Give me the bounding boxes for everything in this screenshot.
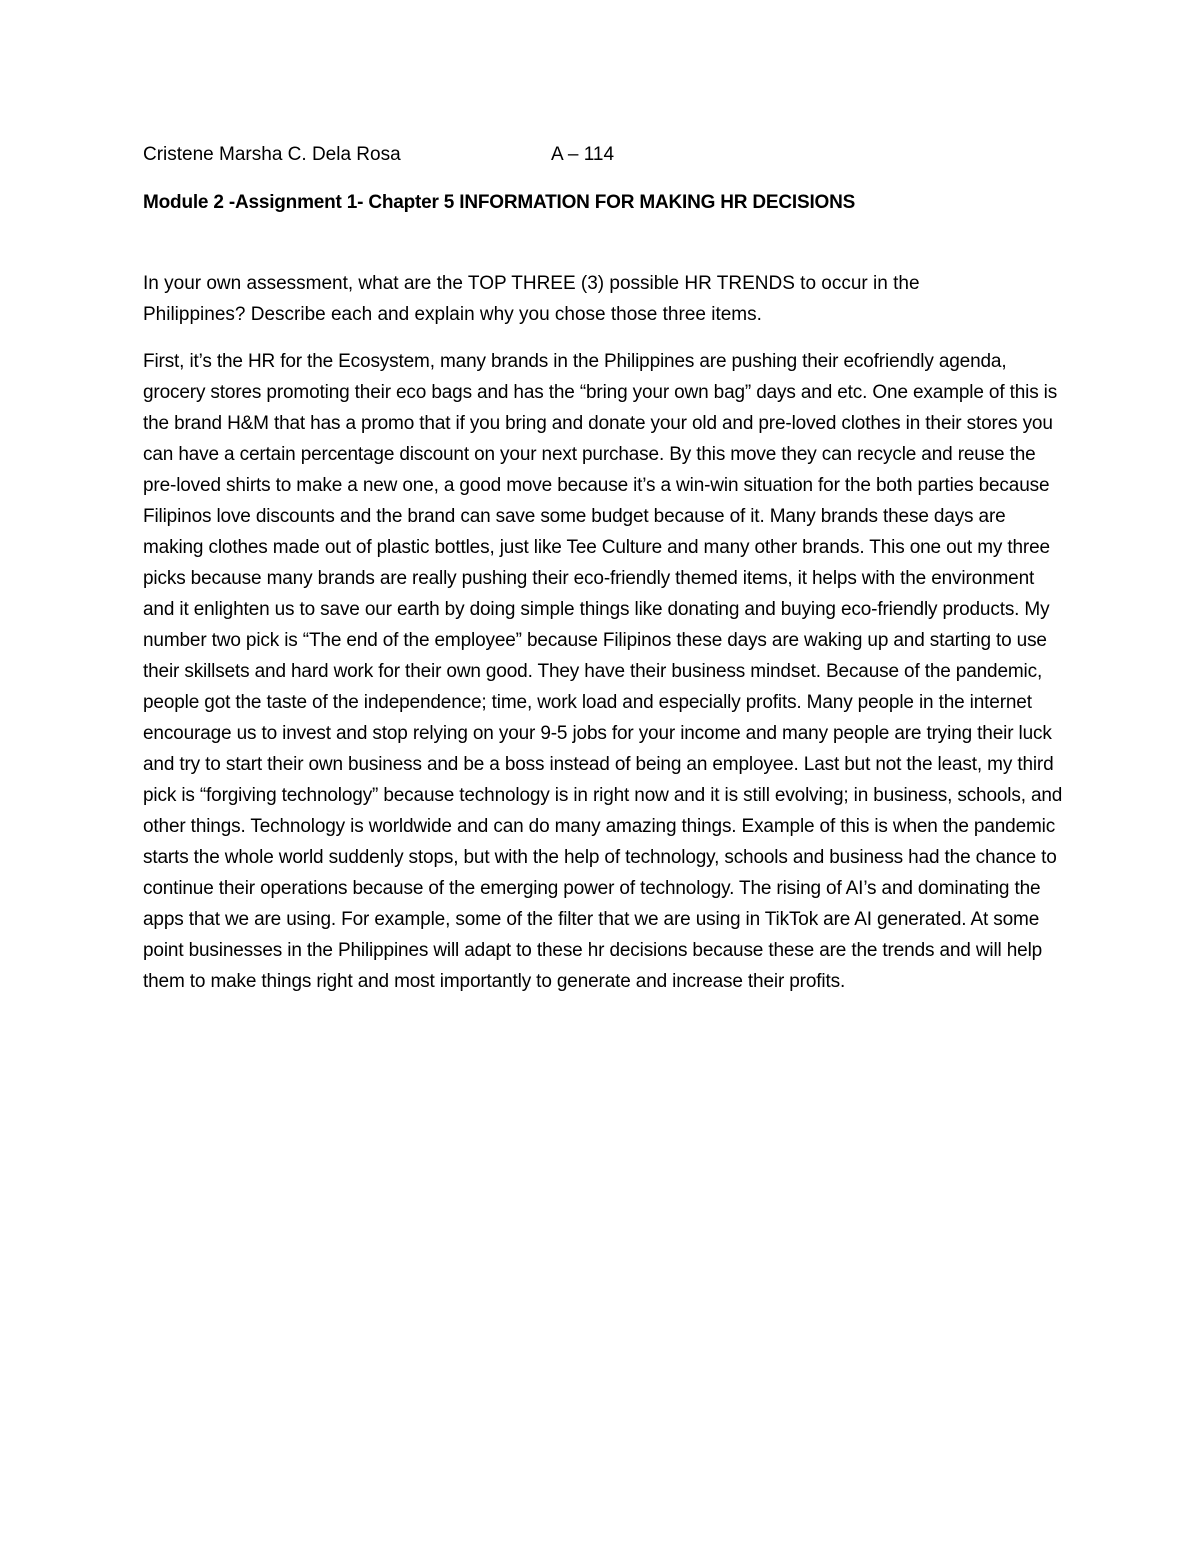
section-code: A – 114 (551, 144, 615, 165)
question-paragraph: In your own assessment, what are the TOP THREE (3) possible HR TRENDS to occur in the Philippines? Describe each and explain why you chose those three items. (143, 273, 920, 325)
answer-paragraph: First, it’s the HR for the Ecosystem, many brands in the Philippines are pushing their ecofriendly agenda, grocery stores promoting their eco bags and has the “bring your own bag” days and etc. One example of this is the brand H&M that has a promo that if you bring and donate your old and pre-loved clothes in their stores you can have a certain percentage discount on your next purchase. By this move they can recycle and reuse the pre-loved shirts to make a new one, a good move because it’s a win-win situation for the both parties because Filipinos love discounts and the brand can save some budget because of it. Many brands these days are making clothes made out of plastic bottles, just like Tee Culture and many other brands. This one out my three picks because many brands are really pushing their eco-friendly themed items, it helps with the environment and it enlighten us to save our earth by doing simple things like donating and buying eco-friendly products. My number two pick is “The end of the employee” because Filipinos these days are waking up and starting to use their skillsets and hard work for their own good. They have their business mindset. Because of the pandemic, people got the taste of the independence; time, work load and especially profits. Many people in the internet encourage us to invest and stop relying on your 9-5 jobs for your income and many people are trying their luck and try to start their own business and be a boss instead of being an employee. Last but not the least, my third pick is “forgiving technology” because technology is in right now and it is still evolving; in business, schools, and other things. Technology is worldwide and can do many amazing things. Example of this is when the pandemic starts the whole world suddenly stops, but with the help of technology, schools and business had the chance to continue their operations because of the emerging power of technology. The rising of AI’s and dominating the apps that we are using. For example, some of the filter that we are using in TikTok are AI generated. At some point businesses in the Philippines will adapt to these hr decisions because these are the trends and will help them to make things right and most importantly to generate and increase their profits. (143, 351, 1063, 992)
assignment-title: Module 2 -Assignment 1- Chapter 5 INFORMATION FOR MAKING HR DECISIONS (143, 192, 856, 213)
document-content (143, 140, 1063, 997)
header-line (143, 140, 1063, 172)
author-name: Cristene Marsha C. Dela Rosa (143, 144, 401, 165)
